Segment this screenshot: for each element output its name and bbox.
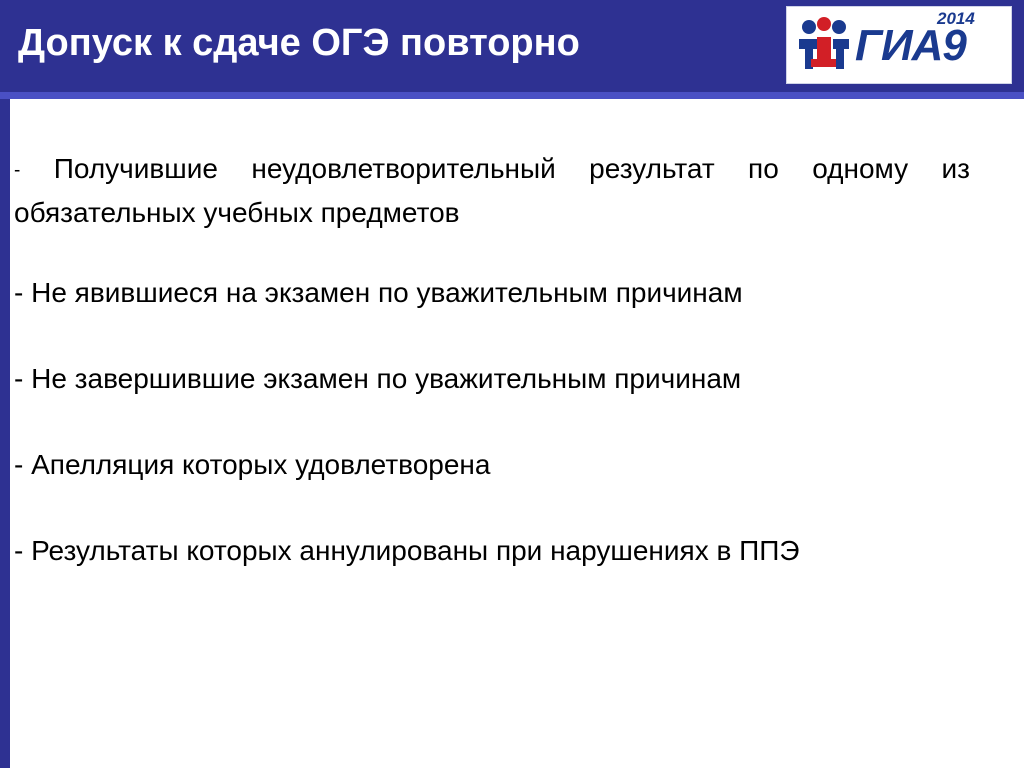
bullet-item-5: [14, 530, 970, 572]
bullet-item-3: [14, 358, 970, 400]
bullet-text-3: Не завершившие экзамен по уважительным причинам: [31, 363, 742, 394]
logo-text: ГИА9: [855, 21, 966, 70]
logo-year: 2014: [937, 9, 975, 28]
left-accent-bar: [0, 0, 10, 768]
bullet-dash-3: -: [14, 363, 24, 394]
bullet-text-5: Результаты которых аннулированы при нарушениях в ППЭ: [31, 535, 800, 566]
gia9-logo: [786, 6, 1012, 84]
bullet-text-4: Апелляция которых удовлетворена: [31, 449, 491, 480]
bullet-dash-5: -: [14, 535, 24, 566]
bullet-item-2: [14, 272, 970, 314]
slide-body: [14, 148, 970, 572]
bullet-dash-2: -: [14, 277, 24, 308]
bullet-text-2: Не явившиеся на экзамен по уважительным причинам: [31, 277, 743, 308]
page-title: Допуск к сдаче ОГЭ повторно: [18, 22, 580, 64]
gia9-emblem-icon: [793, 15, 855, 77]
slide-header: [0, 0, 1024, 98]
bullet-item-4: [14, 444, 970, 486]
header-underline: [0, 92, 1024, 99]
bullet-item-1: [14, 148, 970, 234]
bullet-text-1: Получившие неудовлетворительный результат по одному из обязательных учебных предметов: [14, 153, 971, 228]
bullet-dash-1: -: [14, 160, 21, 181]
bullet-dash-4: -: [14, 449, 24, 480]
